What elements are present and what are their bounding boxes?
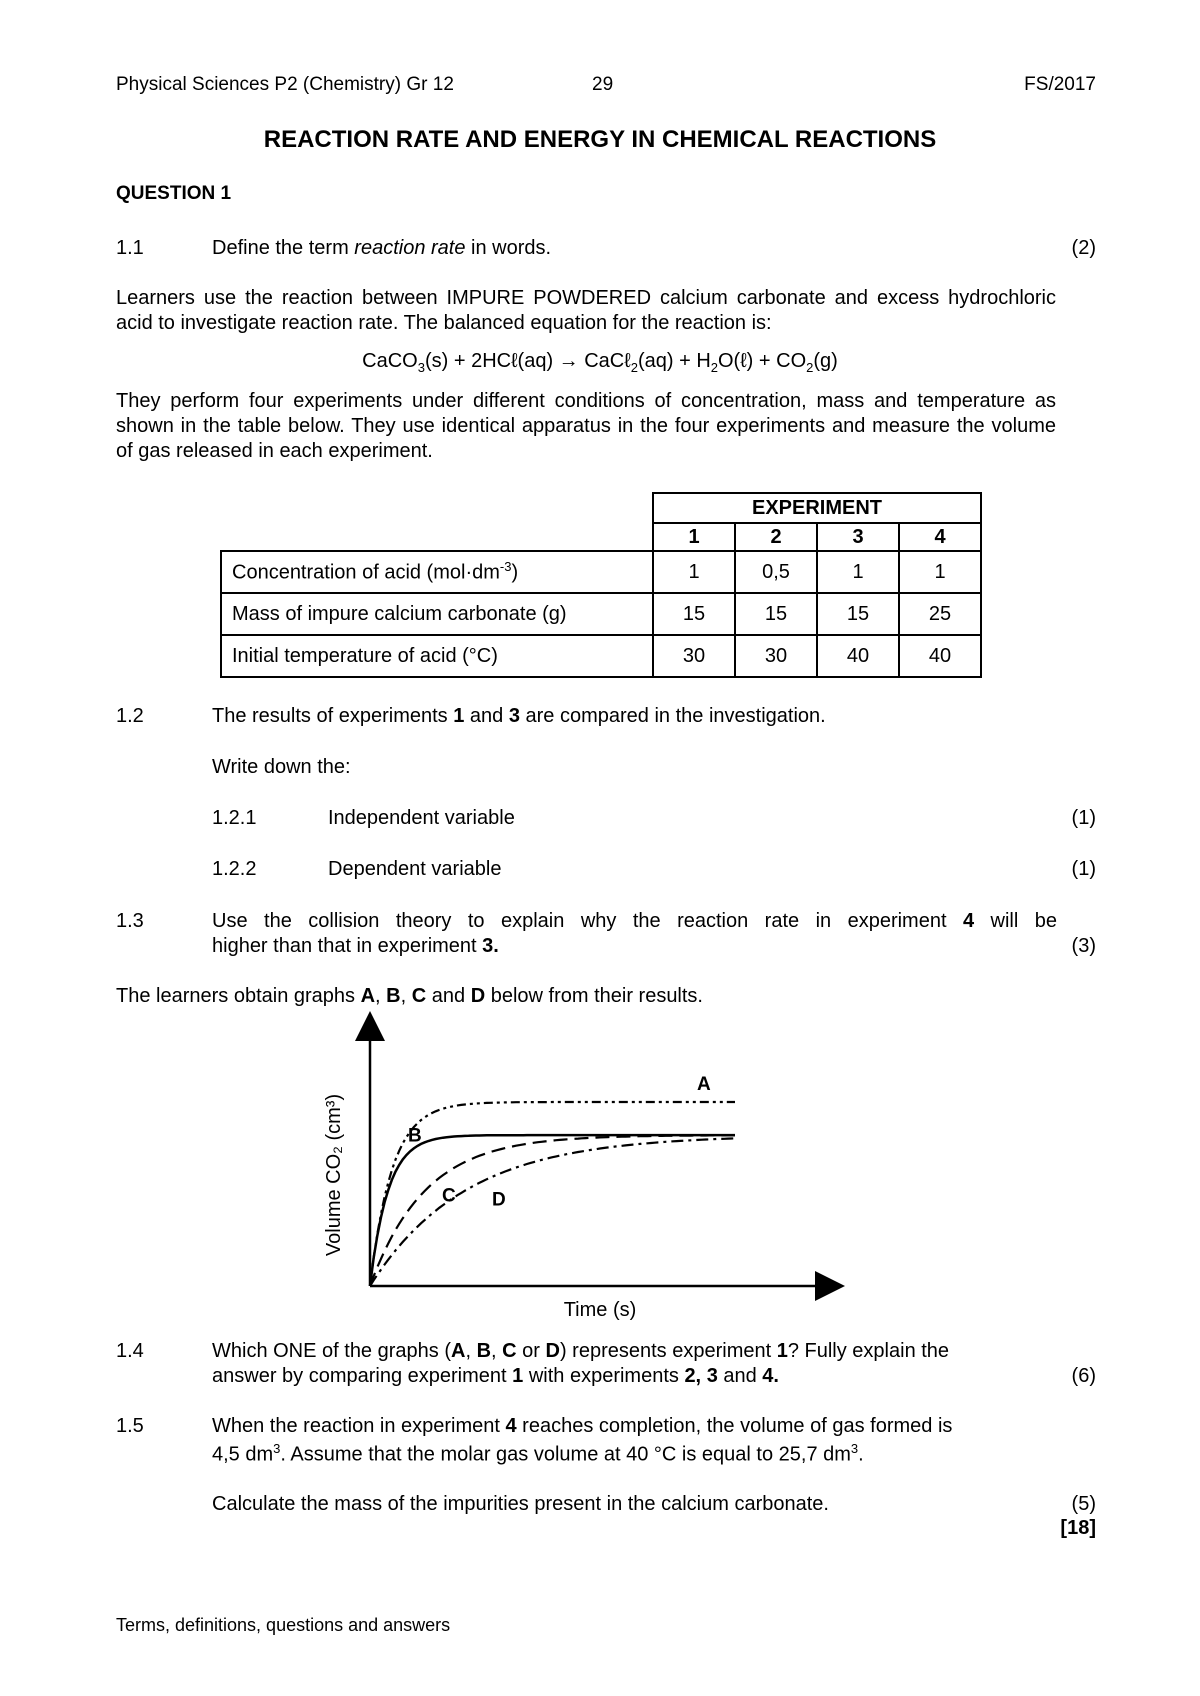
q1-5-marks: (5) [1071, 1493, 1096, 1515]
table-cell: 30 [653, 635, 735, 677]
curves [370, 1074, 735, 1286]
q1-1-marks: (2) [1071, 237, 1096, 259]
q1-4-line2: answer by comparing experiment 1 with experiments 2, 3 and 4. [212, 1365, 779, 1387]
table-cell: 1 [817, 551, 899, 593]
table-cell: 1 [899, 551, 981, 593]
table-cell: 25 [899, 593, 981, 635]
volume-time-graph [310, 1010, 850, 1330]
q1-2-2-marks: (1) [1071, 858, 1096, 880]
table-cell: 15 [817, 593, 899, 635]
column-header: 1 [653, 523, 735, 551]
q1-4-number: 1.4 [116, 1340, 144, 1362]
q1-2-instruction: Write down the: [212, 756, 351, 778]
curve-d [370, 1138, 735, 1286]
q1-3-number: 1.3 [116, 910, 144, 932]
curve-label-b: B [408, 1125, 422, 1147]
page-title: REACTION RATE AND ENERGY IN CHEMICAL REACTIONS [263, 126, 937, 153]
table-header: EXPERIMENT [653, 493, 981, 523]
header-code: FS/2017 [1024, 74, 1096, 95]
table-row [221, 551, 981, 593]
q1-2-text: The results of experiments 1 and 3 are compared in the investigation. [212, 705, 826, 727]
q1-3-line2: higher than that in experiment 3. [212, 935, 499, 957]
table-cell: 30 [735, 635, 817, 677]
question-heading: QUESTION 1 [116, 183, 232, 204]
q1-2-2-text: Dependent variable [328, 858, 502, 880]
q1-5-line3: Calculate the mass of the impurities present in the calcium carbonate. [212, 1493, 829, 1515]
x-axis-label: Time (s) [563, 1299, 637, 1321]
header-subject: Physical Sciences P2 (Chemistry) Gr 12 [116, 74, 454, 95]
q1-5-line2: 4,5 $dm^3$. Assume that the molar gas volume at 40 °C is equal to 25,7 $dm^3$. [212, 1441, 864, 1466]
q1-2-1-text: Independent variable [328, 807, 515, 829]
table-row [221, 635, 981, 677]
table-cell: 15 [653, 593, 735, 635]
experiment-table [220, 492, 982, 678]
row-label: Mass of impure calcium carbonate (g) [221, 593, 653, 635]
row-label: Initial temperature of acid (°C) [221, 635, 653, 677]
graph-intro: The learners obtain graphs A, B, C and D below from their results. [116, 985, 703, 1007]
q1-5-line1: When the reaction in experiment 4 reaches completion, the volume of gas formed is [212, 1415, 953, 1437]
column-header: 4 [899, 523, 981, 551]
table-cell: 15 [735, 593, 817, 635]
column-header: 2 [735, 523, 817, 551]
question-total: [18] [1060, 1517, 1096, 1539]
q1-2-1-number: 1.2.1 [212, 807, 257, 829]
table-cell: 1 [653, 551, 735, 593]
column-header: 3 [817, 523, 899, 551]
page-number: 29 [592, 74, 614, 95]
table-cell: 40 [817, 635, 899, 677]
q1-2-1-marks: (1) [1071, 807, 1096, 829]
table-cell: 0,5 [735, 551, 817, 593]
table-cell: 40 [899, 635, 981, 677]
q1-2-number: 1.2 [116, 705, 144, 727]
curve-label-a: A [697, 1074, 711, 1095]
q1-5-number: 1.5 [116, 1415, 144, 1437]
q1-4-marks: (6) [1071, 1365, 1096, 1387]
curve-a [370, 1102, 735, 1286]
curve-label-c: C [442, 1185, 456, 1207]
setup-paragraph: They perform four experiments under different conditions of concentration, mass and temperature as shown in the table below. They use identical apparatus in the four experiments and measure the volume of gas released in each experiment. [116, 390, 1056, 462]
y-axis-label: Volume CO₂ (cm³) [323, 1093, 345, 1257]
page-footer: Terms, definitions, questions and answers [116, 1615, 451, 1635]
intro-paragraph: Learners use the reaction between IMPURE POWDERED calcium carbonate and excess hydrochloric acid to investigate reaction rate. The balanced equation for the reaction is: [116, 287, 1056, 334]
q1-3-marks: (3) [1071, 935, 1096, 957]
balanced-equation: CaCO$_3$(s) + 2HCℓ(aq) → CaCℓ$_2$(aq) + $H_2O(\ell) + CO_2(g)$ [362, 350, 838, 375]
page-header [116, 74, 1096, 102]
curve-label-d: D [492, 1189, 506, 1211]
q1-2-2-number: 1.2.2 [212, 858, 257, 880]
q1-1-number: 1.1 [116, 237, 144, 259]
q1-3-line1: Use the collision theory to explain why the reaction rate in experiment 4 will be [212, 910, 1057, 932]
row-label: Concentration of acid $(mol\cdot dm^{-3})$ [221, 551, 653, 593]
table-row [221, 593, 981, 635]
q1-1-text: Define the term reaction rate in words. [212, 237, 552, 259]
q1-4-line1: Which ONE of the graphs (A, B, C or D) represents experiment 1? Fully explain the [212, 1340, 950, 1362]
